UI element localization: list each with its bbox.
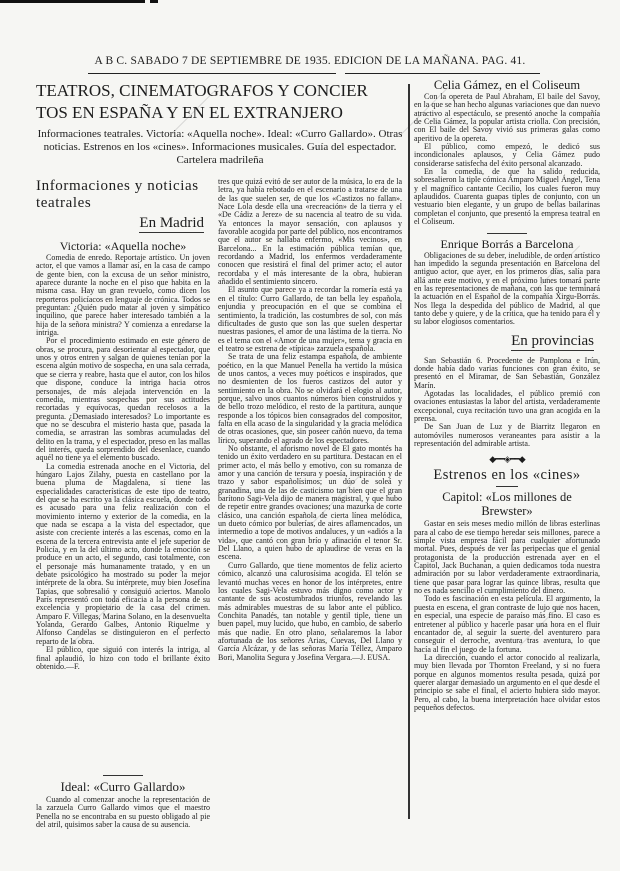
masthead: A B C. SABADO 7 DE SEPTIEMBRE DE 1935. EDICION DE LA MAÑANA. PAG. 41. [94, 55, 526, 67]
scan-edge-mark [0, 0, 145, 3]
masthead-rule [88, 73, 336, 74]
article-heading-celia: Celia Gámez, en el Coliseum [433, 78, 581, 92]
paragraph: Curro Gallardo, que tiene momentos de feliz acierto cómico, alcanzó una calurosísima acogida. El telón se levantó muchas veces en honor de los intérpretes, entre los cuales Sagi-Vela estuvo más digno como actor y cantante de sus acostumbrados triunfos, revelando las más admirables muestras de su labor ante el público. Conchita Panadés, tan notable y gentil tiple, tiene un buen papel, muy lucido, que hubo, en cambio, de saberlo más que nadie. En otro plano, señalaremos la labor afortunada de los señores Arias, Cuevas, Del Llano y García Alcázar, y de las señoras María Téllez, Amparo Bori, Manolita Segura y Josefina Vergara.—J. EUSA. [218, 560, 402, 662]
divider [496, 486, 518, 487]
article-heading-victoria: Victoria: «Aquella noche» [59, 239, 187, 253]
divider [487, 233, 527, 234]
paragraph: Cuando al comenzar anoche la representación de la zarzuela Curro Gallardo vimos que el maestro Penella no se encontraba en su puesto obligado al pie del atril, quisimos saber la causa de su ausencia. [36, 795, 210, 830]
paragraph: Todo es fascinación en esta película. El argumento, la puesta en escena, el gran contraste de lujo que nos hacen, en especial, una especie de paraíso más fino. El caso es entretener al público y hacerle pasar una hora en el fluir encantador de, al seguir la suerte del aventurero para conseguir el derroche, aventura tras aventura, lo que hacía al fin el juego de la fortuna. [414, 594, 600, 654]
right-column [414, 78, 600, 820]
page-title [36, 80, 404, 124]
paragraph: De San Juan de Luz y de Biarritz llegaron en automóviles numerosos veraneantes para asistir a la representación del admirable artista. [414, 422, 600, 449]
paragraph: El público, como empezó, le dedicó sus incondicionales aplausos, y Celia Gámez pudo considerarse satisfecha del éxito personal alcanzado. [414, 142, 600, 168]
paragraph: La dirección, cuando el actor conocido al realizarla, muy bien llevada por Thornton Freeland, y si no fuera porque en algunos momentos resulta pesada, quizá por querer alargar demasiado un argumento en el que desde el principio se sabe el final, el acierto hubiera sido mayor. Pero, al cabo, la buena interpretación hace olvidar estos pequeños defectos. [414, 652, 600, 712]
section-title: Informaciones y noticias teatrales [36, 178, 199, 211]
paragraph: Con la opereta de Paul Abraham, El baile del Savoy, en la que se han hecho algunas variaciones que dan nuevo atractivo al espectáculo, se presentó anoche la compañía de Celia Gámez, la popular artista criolla. Con precisión, con El baile del Savoy vivió sus primeras galas como aperitivo de la opereta. [414, 92, 600, 143]
paragraph: No obstante, el aforismo novel de El gato montés ha tenido un éxito verdadero en su partitura. Destacan en el primer acto, el más bello y emotivo, con su romanza de amor y una canción de tersura y poesía, inspiración y de trazo y sabor españolísimos; un dúo de soleá y granadina, una de las de casticismo tan bien que el gran barítono Sagi-Vela dijo de manera magistral, y que hubo de repetir entre grandes ovaciones; una mazurka de corte clásico, una canción española de cierta línea melódica, un dueto cómico por bulerías, de aires aflamencados, un intermedio a tope de motivos andaluces, y un «adiós a la vida», que cantó con gran brío y afinación el tenor Sr. Del Llano, a quien hubo de aplaudirse de veras en la escena. [218, 444, 402, 562]
left-column [36, 178, 210, 830]
paragraph: tres que quizá evitó de ser autor de la música, lo era de la letra, ya había rebotado en el escenario a tratarse de una de las que suelen ser, de que los «Castizos no fallan». Nace Lola desde ella una «recreación» de la tierra y el «De Cádiz a Jerez» de su nacencia al teatro de su vida. Ya entonces la mayor sensación, con aplausos y favorable acogida por parte del público, nos encontramos que el autor se hallaba enfermo, «Mis vecinos», en Barcelona... En la estimación pública temían que, recordando a Madrid, los enfermos verdaderamente conocen que resistirá el final del primer acto; el autor recordaba y el más interesante de la obra, hubieran añadido el sentimiento sincero. [218, 177, 402, 287]
article-heading-capitol: Capitol: «Los millones de Brewster» [442, 490, 572, 519]
paragraph: Se trata de una feliz estampa española, de ambiente poético, en la que Manuel Penella ha vertido la música de unos cantos, a veces muy poéticos e inspirados, que no desmienten de los fueros castizos del autor y sentimiento en la obra. No se olvidará el elogio al autor, porque, salvo unos cuantos números bien construidos y de bello trozo melódico, el resto de la partitura, aunque responde a los tópicos bien consagrados del compositor, falta en ella acaso de la singularidad y la gracia melódica de otras ocasiones, que, sin poseer cañón nuevo, da tema lírico, superando el agrado de los espectadores. [218, 352, 402, 445]
section-heading-provincias-text: En provincias [511, 332, 594, 349]
paragraph: Comedia de enredo. Reportaje artístico. Un joven actor, el que vamos a llamar así, en la casa de campo de gente bien, con la excusa de un señor ministro, aparece durante la noche en el piso que habita en la misma casa. Hay un gran revuelo, como dicen los reporteros policíacos en lenguaje de crónica. Todos se preguntan: ¿Quién pudo matar al joven y simpático inquilino, que parece haber interesado también a la hija de la señora ministra? Y comienza a enredarse la intriga. [36, 253, 210, 338]
section-subtitle [36, 214, 210, 233]
paragraph: El asunto que parece ya a recordar la romería está ya en el título: Curro Gallardo, de tan bella ley española, enjundia y preocupación en el que se combina el sentimiento, la tradición, las costumbres de sol, con más dificultades de gusto que son las que suelen despertar nuestras pasiones, el amor de una lástima de la tierra. No es el tema con el «Amor de una mujer», tema y gracia en el teatro se estrena de «típica» zarzuela española. [218, 285, 402, 353]
column-rule [408, 84, 410, 819]
paragraph: El público, que siguió con interés la intriga, al final aplaudió, lo hizo con todo el brillante éxito obtenido.—F. [36, 645, 210, 671]
middle-column [218, 178, 402, 820]
title-line: TOS EN ESPAÑA Y EN EL EXTRANJERO [36, 103, 343, 122]
paragraph: Agotadas las localidades, el público premió con ovaciones entusiastas la labor del artista, verdaderamente excepcional, cuya recitación tuvo una gran acogida en la prensa. [414, 388, 600, 423]
masthead-rule [345, 73, 540, 74]
article-body-victoria [36, 254, 210, 772]
paragraph: Obligaciones de su deber, ineludible, de orden artístico han impedido la segunda presentación en Barcelona del antiguo actor, que ayer, en los primeros días, salía para allá ante este motivo, y en el próximo lunes tomará parte en las representaciones de mañana, con las que terminará la actuación en el Español de la compañía Xirgu-Borrás. Nos llega la despedida del público de Madrid, al que tanto debe y quiere, y de la crítica, que ha tenido para él y su labor elogiosos comentarios. [414, 250, 600, 327]
paragraph: Gastar en seis meses medio millón de libras esterlinas para al cabo de ese tiempo heredar seis millones, parece a simple vista empresa fácil para cualquier afortunado mortal. Pues, después de ver las peripecias que el genial protagonista de la producción estrenada ayer en el Capitol, Jack Buchanan, a quien dedicamos toda nuestra admiración por su labor verdaderamente extraordinaria, tiene que pasar para lograr las quince libras, resulta que no es nada sencillo el cumplimiento del dinero. [414, 519, 600, 596]
section-subtitle-text: En Madrid [139, 215, 204, 231]
paragraph: San Sebastián 6. Procedente de Pamplona e Irún, donde había dado varias funciones con gran éxito, se presentó en el Miramar, de San Sebastián, González Marín. [414, 355, 600, 390]
ornament-divider: ◆━━◈━━◆ [489, 454, 525, 465]
scan-edge-mark [150, 0, 158, 3]
divider [103, 775, 143, 776]
section-heading-estrenos: Estrenos en los «cines» [433, 467, 581, 484]
paragraph: Por el procedimiento estimado en este género de obras, se procura, para desorientar al espectador, que unos y otros entren y salgan de quienes tenían por la escena algún motivo de sospecha, en una sala cerrada, que se cierra y reabre, hasta que el autor, con los hilos que dispone, conduce la intriga hacia otros personajes, de más alejada intervención en la comedia, mientras sospechas por sus actitudes recortadas y equívocas, quedan recelosos a la pregunta. ¿Demasiado interesados? Lo importante es que no se descubra el misterio hasta que, pasada la comedia, se arrastran las sombras acumuladas del delito en la trama, y el espectador, preso en las mallas del interés, queda sorprendido del desenlace, cuando aquél no tiene ya el elemento buscado. [36, 336, 210, 463]
paragraph: La comedia estrenada anoche en el Victoria, del húngaro Lajos Zilahy, puesta en castellano por la buena pluma de Magdalena, sí tiene las especialidades características de este tipo de teatro, del que se ha escrito ya la clásica escuela, donde todo es acusado para una feliz realización con el movimiento interno y exterior de la comedia, en la que nada se escapa a la vista del espectador, que asiste con creciente interés a las escenas, como en la escena de la tercera entrevista ante el jefe superior de Policía, y en la del último acto, donde la emoción se produce en un acto, el segundo, casi totalmente, con el personaje más humanamente tratado, y en un debate psicológico ha mostrado su poder la mejor intérprete de la obra. Su intérprete, muy bien Josefina Tapias, que sobresalió y consiguió aciertos. Manolo París representó con toda eficacia a la persona de su excelencia y propietario de la casa del crimen. Amparo F. Villegas, Marina Solano, en la desenvuelta Yolanda, Gerardo Galbes, Antonio Riquelme y Alfonso Candelas se distinguieron en el perfecto reparto de la obra. [36, 461, 210, 646]
article-heading-ideal: Ideal: «Curro Gallardo» [60, 779, 186, 794]
paragraph: En la comedia, de que ha salido reducida, sobresalieron la tiple cómica Amparo Miguel Ángel, Tena y el magnífico cantante Cecilio, los cuales fueron muy aplaudidos. Cuarenta guapas tiples de conjunto, con un vestuario bien elegante, y un grupo de bellas bailarinas completan el conjunto, que presentó la empresa teatral en el Coliseum. [414, 167, 600, 227]
section-heading-provincias [414, 332, 600, 351]
article-heading-borras: Enrique Borrás a Barcelona [440, 236, 574, 251]
title-line: TEATROS, CINEMATOGRAFOS Y CONCIER [36, 81, 368, 100]
page-subtitle: Informaciones teatrales. Victoria: «Aquella noche». Ideal: «Curro Gallardo». Otras noticias. Estrenos en los «cines». Informaciones musicales. Guía del espectador. Cartelera madrileña [37, 128, 403, 166]
